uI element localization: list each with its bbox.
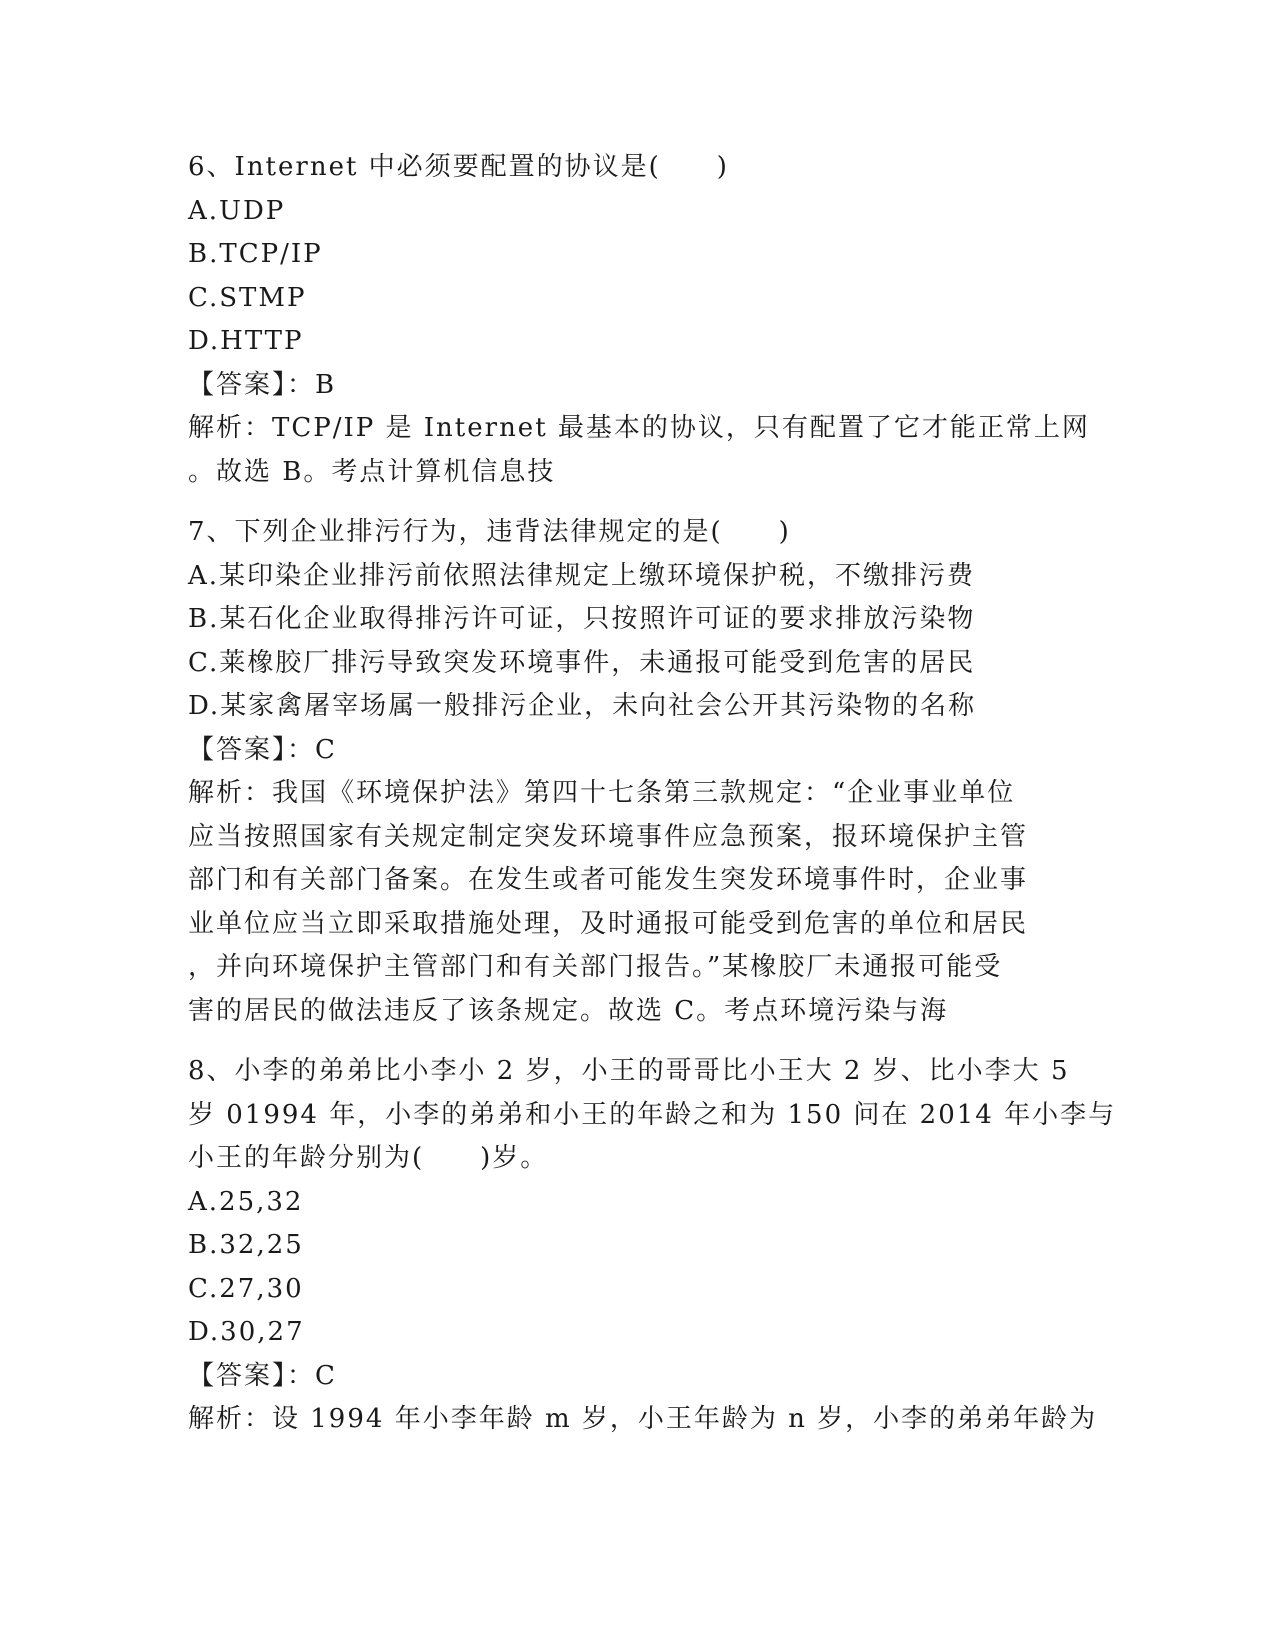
- answer-label: 【答案】：C: [188, 1360, 337, 1391]
- option-d: D.HTTP: [188, 326, 304, 356]
- question-7: [188, 511, 1088, 1033]
- page-content: [188, 146, 1117, 1442]
- analysis-line: 应当按照国家有关规定制定突发环境事件应急预案，报环境保护主管: [188, 821, 1029, 852]
- question-8: [188, 1050, 1117, 1442]
- answer-label: 【答案】：C: [188, 734, 337, 765]
- question-stem: 岁 01994 年，小李的弟弟和小王的年龄之和为 150 问在 2014 年小李与: [188, 1099, 1117, 1130]
- question-stem: 6、Internet 中必须要配置的协议是( ): [188, 152, 729, 182]
- question-6: [188, 146, 1088, 494]
- analysis-line: 部门和有关部门备案。在发生或者可能发生突发环境事件时，企业事: [188, 865, 1029, 895]
- question-stem: 8、小李的弟弟比小李小 2 岁，小王的哥哥比小王大 2 岁、比小李大 5: [188, 1056, 1070, 1086]
- option-a: A.某印染企业排污前依照法律规定上缴环境保护税，不缴排污费: [188, 560, 976, 591]
- option-a: A.UDP: [188, 195, 286, 226]
- option-a: A.25,32: [188, 1186, 304, 1217]
- option-d: D.某家禽屠宰场属一般排污企业，未向社会公开其污染物的名称: [188, 691, 977, 721]
- analysis-line: ，并向环境保护主管部门和有关部门报告。”某橡胶厂未通报可能受: [188, 952, 1003, 982]
- option-b: B.TCP/IP: [188, 239, 323, 269]
- analysis-line: 。故选 B。考点计算机信息技: [188, 456, 556, 487]
- answer-label: 【答案】：B: [188, 369, 337, 400]
- option-b: B.某石化企业取得排污许可证，只按照许可证的要求排放污染物: [188, 604, 976, 634]
- option-b: B.32,25: [188, 1230, 304, 1260]
- option-c: C.莱橡胶厂排污导致突发环境事件，未通报可能受到危害的居民: [188, 647, 976, 678]
- question-stem: 7、下列企业排污行为，违背法律规定的是( ): [188, 517, 791, 547]
- option-d: D.30,27: [188, 1317, 305, 1347]
- question-stem: 小王的年龄分别为( )岁。: [188, 1143, 549, 1173]
- option-c: C.STMP: [188, 282, 307, 313]
- analysis-line: 解析：TCP/IP 是 Internet 最基本的协议，只有配置了它才能正常上网: [188, 413, 1090, 443]
- option-c: C.27,30: [188, 1273, 304, 1304]
- analysis-line: 解析：设 1994 年小李年龄 m 岁，小王年龄为 n 岁，小李的弟弟年龄为: [188, 1404, 1098, 1434]
- question-gap: [188, 494, 1088, 511]
- analysis-line: 业单位应当立即采取措施处理，及时通报可能受到危害的单位和居民: [188, 908, 1029, 939]
- analysis-line: 解析：我国《环境保护法》第四十七条第三款规定：“企业事业单位: [188, 778, 1016, 808]
- question-gap: [188, 1033, 1088, 1050]
- analysis-line: 害的居民的做法违反了该条规定。故选 C。考点环境污染与海: [188, 995, 949, 1026]
